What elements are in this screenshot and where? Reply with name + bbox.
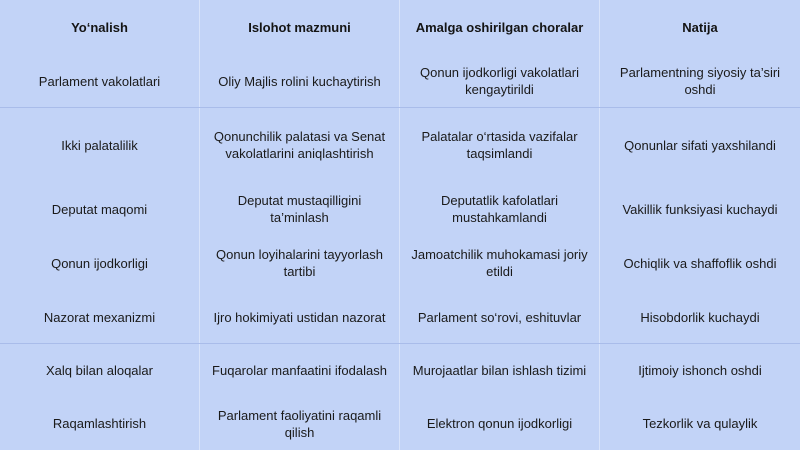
table-cell: Fuqarolar manfaatini ifodalash [200, 344, 400, 397]
table-cell: Raqamlashtirish [0, 397, 200, 450]
table-cell: Nazorat mexanizmi [0, 290, 200, 344]
table-cell: Ijro hokimiyati ustidan nazorat [200, 290, 400, 344]
table-cell: Xalq bilan aloqalar [0, 344, 200, 397]
table-cell: Palatalar o‘rtasida vazifalar taqsimlandi [400, 108, 600, 182]
table-cell: Hisobdorlik kuchaydi [640, 309, 760, 325]
table-cell: Ijtimoiy ishonch oshdi [638, 363, 762, 378]
table-cell: Qonun loyihalarini tayyorlash tartibi [200, 236, 400, 290]
header-measures: Amalga oshirilgan choralar [400, 0, 600, 54]
row-divider [0, 107, 800, 108]
table-cell: Oliy Majlis rolini kuchaytirish [200, 54, 400, 108]
row-divider [0, 343, 800, 344]
table-cell: Deputat mustaqilligini ta’minlash [200, 182, 400, 236]
table-cell: Parlament vakolatlari [0, 54, 200, 108]
table-cell: Ikki palatalilik [0, 108, 200, 182]
table-cell: Tezkorlik va qulaylik [642, 416, 758, 431]
table-cell: Elektron qonun ijodkorligi [400, 397, 600, 450]
table-cell: Deputat maqomi [0, 182, 200, 236]
table-cell: Qonun ijodkorligi [0, 236, 200, 290]
header-reform-content: Islohot mazmuni [200, 0, 400, 54]
header-result: Natija [682, 19, 718, 35]
table-cell: Qonun ijodkorligi vakolatlari kengaytirildi [400, 54, 600, 108]
table-cell: Parlamentning siyosiy ta’siri oshdi [619, 65, 781, 97]
table-cell: Deputatlik kafolatlari mustahkamlandi [400, 182, 600, 236]
table-cell: Parlament so‘rovi, eshituvlar [400, 290, 600, 344]
table-cell: Ochiqlik va shaffoflik oshdi [623, 255, 777, 271]
table-cell: Murojaatlar bilan ishlash tizimi [400, 344, 600, 397]
table-cell: Vakillik funksiyasi kuchaydi [622, 201, 778, 217]
table-cell: Jamoatchilik muhokamasi joriy etildi [400, 236, 600, 290]
table-cell: Parlament faoliyatini raqamli qilish [200, 397, 400, 450]
table-cell: Qonunchilik palatasi va Senat vakolatlarini aniqlashtirish [200, 108, 400, 182]
header-direction: Yo‘nalish [0, 0, 200, 54]
table-cell: Qonunlar sifati yaxshilandi [624, 137, 776, 153]
